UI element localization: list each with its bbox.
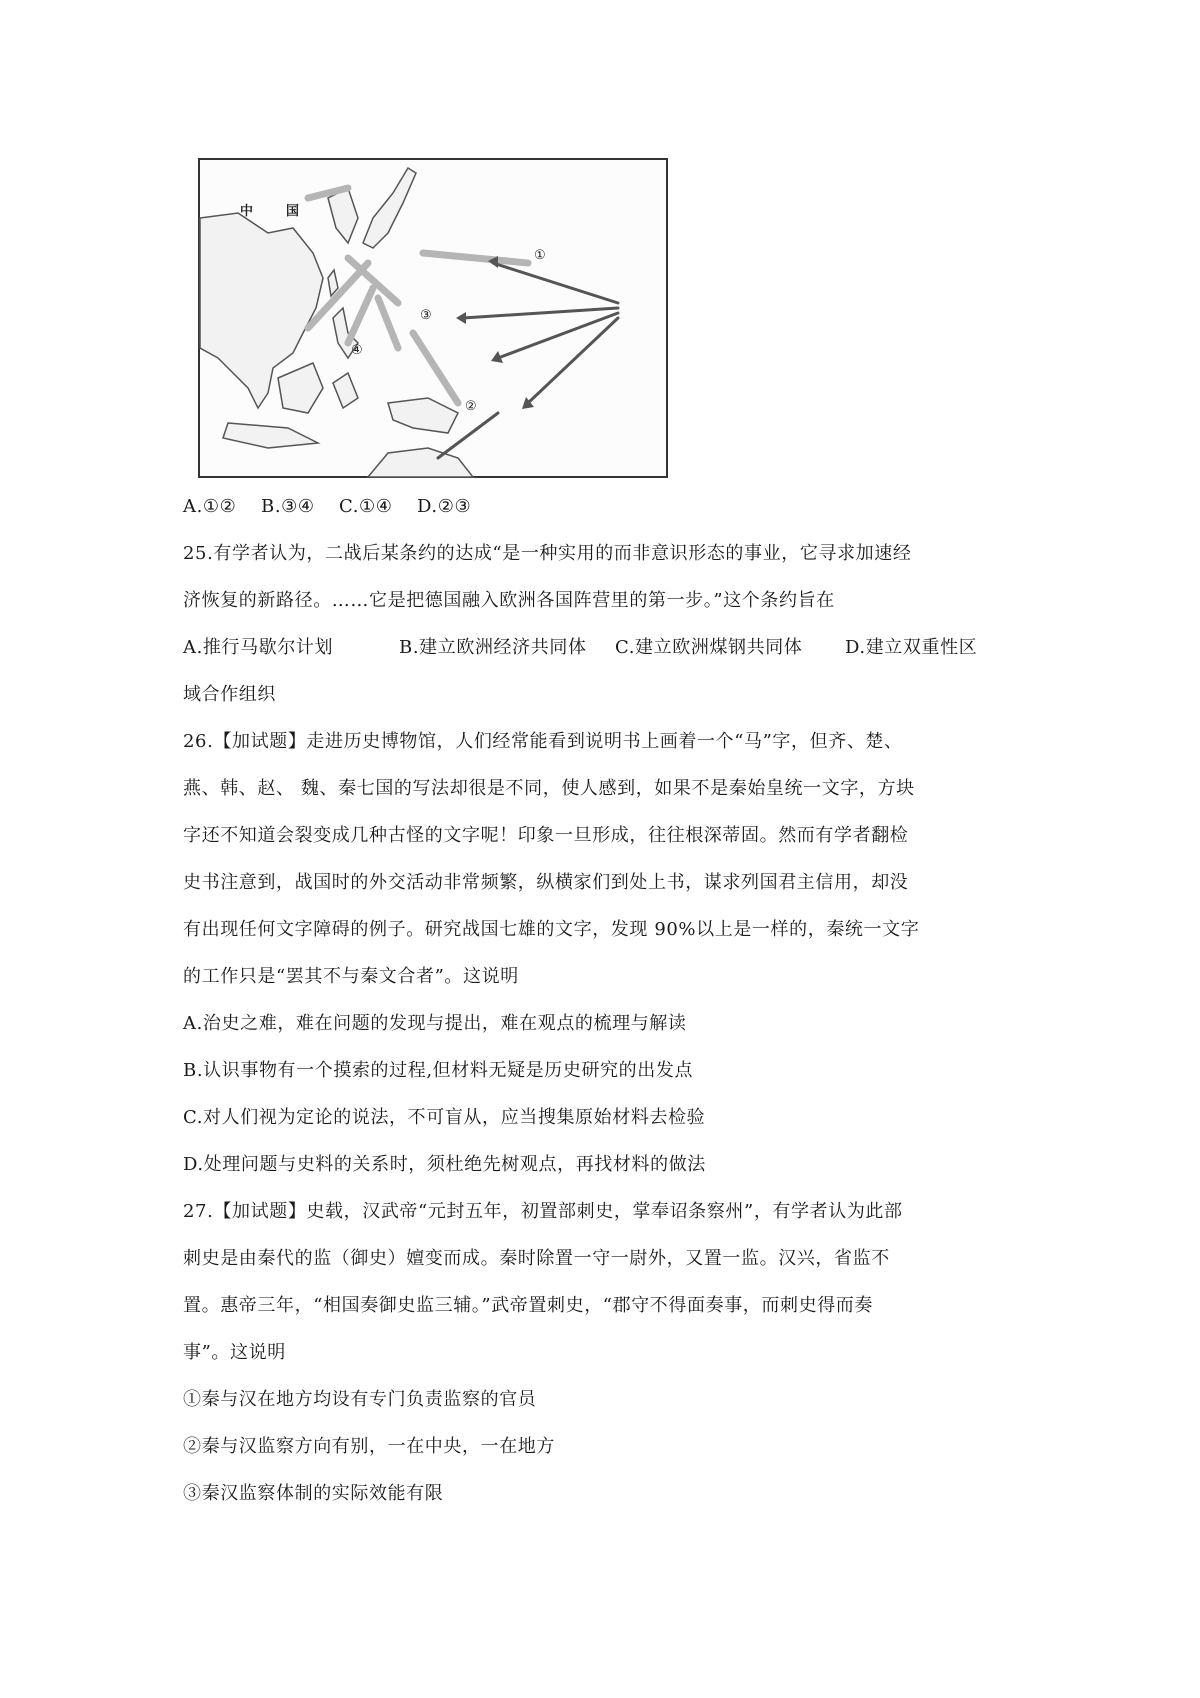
q26-line-6: 的工作只是“罢其不与秦文合者”。这说明: [183, 966, 519, 987]
marker-3: ③: [420, 308, 432, 323]
marker-1: ①: [534, 248, 546, 263]
marker-4: ④: [351, 343, 363, 358]
q26-option-c: C.对人们视为定论的说法，不可盲从，应当搜集原始材料去检验: [183, 1107, 706, 1128]
q27-statement-1: ①秦与汉在地方均设有专门负责监察的官员: [183, 1389, 537, 1410]
q26-line-2: 燕、韩、赵、 魏、秦七国的写法却很是不同，使人感到，如果不是秦始皇统一文字，方块: [183, 778, 915, 799]
q27-statement-3: ③秦汉监察体制的实际效能有限: [183, 1483, 444, 1504]
q26-option-d: D.处理问题与史料的关系时，须杜绝先树观点，再找材料的做法: [183, 1154, 706, 1175]
q24-options: [183, 483, 1033, 530]
q27-statement-2: ②秦与汉监察方向有别，一在中央，一在地方: [183, 1436, 555, 1457]
q26-option-a: A.治史之难，难在问题的发现与提出，难在观点的梳理与解读: [183, 1013, 687, 1034]
q26-line-3: 字还不知道会裂变成几种古怪的文字呢！印象一旦形成，往往根深蒂固。然而有学者翻检: [183, 825, 909, 846]
question-body: [183, 483, 1033, 1517]
map-graphic: [198, 158, 668, 478]
q26-line-5: 有出现任何文字障碍的例子。研究战国七雄的文字，发现 90%以上是一样的，秦统一文字: [183, 919, 920, 940]
q25-option-b: B.建立欧洲经济共同体: [399, 637, 587, 658]
q25-line-1: 25.有学者认为，二战后某条约的达成“是一种实用的而非意识形态的事业，它寻求加速经: [183, 543, 912, 564]
q26-option-b: B.认识事物有一个摸索的过程,但材料无疑是历史研究的出发点: [183, 1060, 694, 1081]
q24-option-b: B.③④: [261, 496, 315, 517]
marker-2: ②: [465, 399, 477, 414]
q27-line-4: 事”。这说明: [183, 1342, 286, 1363]
q24-option-a: A.①②: [183, 496, 237, 517]
map-label-china-1: 中: [240, 204, 254, 219]
q27-line-2: 刺史是由秦代的监（御史）嬗变而成。秦时除置一守一尉外，又置一监。汉兴，省监不: [183, 1248, 890, 1269]
map-label-china-2: 国: [286, 204, 300, 219]
q27-line-3: 置。惠帝三年，“相国奏御史监三辅。”武帝置刺史，“郡守不得面奏事，而刺史得而奏: [183, 1295, 874, 1316]
q27-line-1: 27.【加试题】史载，汉武帝“元封五年，初置部刺史，掌奉诏条察州”，有学者认为此部: [183, 1201, 903, 1222]
q25-option-d: D.建立双重性区: [845, 637, 978, 658]
q25-option-c: C.建立欧洲煤钢共同体: [615, 637, 803, 658]
q24-option-d: D.②③: [417, 496, 472, 517]
q25-option-a: A.推行马歇尔计划: [183, 637, 334, 658]
q25-line-2: 济恢复的新路径。……它是把德国融入欧洲各国阵营里的第一步。”这个条约旨在: [183, 590, 835, 611]
q25-options: [183, 624, 1033, 671]
q26-line-4: 史书注意到，战国时的外交活动非常频繁，纵横家们到处上书，谋求列国君主信用，却没: [183, 872, 909, 893]
pacific-war-map: [198, 158, 668, 478]
q24-option-c: C.①④: [339, 496, 393, 517]
q25-option-d-wrap: 域合作组织: [183, 684, 276, 705]
q26-line-1: 26.【加试题】走进历史博物馆，人们经常能看到说明书上画着一个“马”字，但齐、楚、: [183, 731, 903, 752]
